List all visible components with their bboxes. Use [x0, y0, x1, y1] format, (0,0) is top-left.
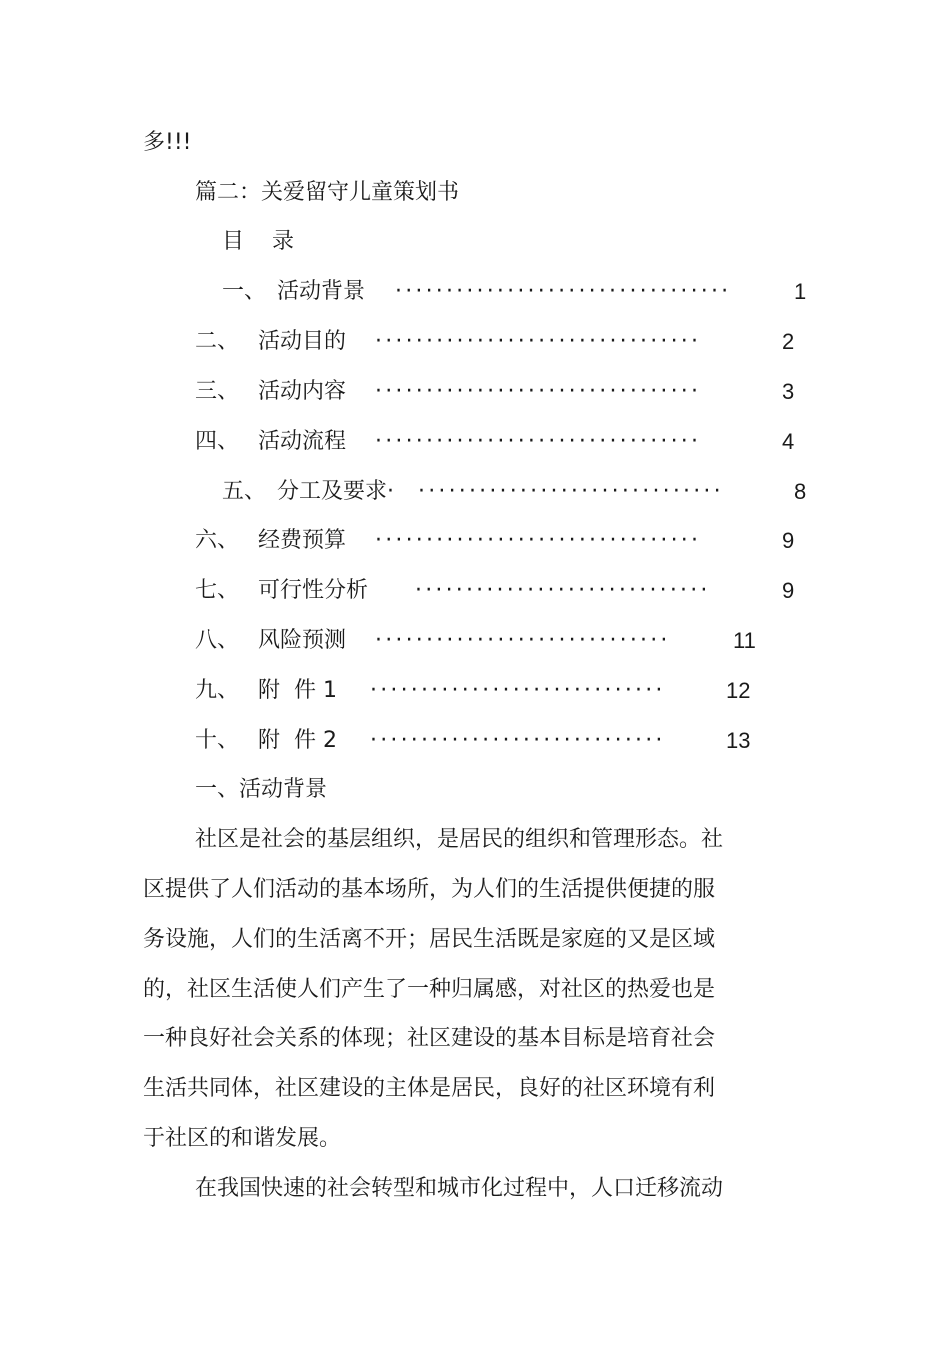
paragraph-line: 务设施，人们的生活离不开；居民生活既是家庭的又是区域: [143, 927, 716, 952]
toc-leader-dots: ·····························: [375, 628, 671, 653]
toc-number: 八、: [195, 628, 240, 653]
toc-entry[interactable]: [0, 377, 950, 407]
toc-title-text: 附 件 1: [258, 678, 337, 703]
toc-title-text: 活动目的: [258, 329, 347, 354]
toc-title-text: 活动流程: [258, 429, 347, 454]
toc-page-number: 1: [794, 279, 807, 304]
section-heading: 一、活动背景: [195, 777, 328, 802]
toc-number: 三、: [195, 379, 240, 404]
paragraph-line: 社区是社会的基层组织，是居民的组织和管理形态。社: [195, 827, 724, 852]
toc-entry[interactable]: [0, 427, 950, 457]
toc-number: 六、: [195, 528, 240, 553]
toc-page-number: 12: [726, 678, 751, 703]
toc-leader-dots: ·····························: [370, 728, 666, 753]
toc-number: 五、: [222, 479, 267, 504]
toc-title-text: 风险预测: [258, 628, 347, 653]
toc-entry[interactable]: [0, 526, 950, 556]
toc-page-number: 4: [782, 429, 795, 454]
toc-title-text: 可行性分析: [258, 578, 369, 603]
toc-number: 一、: [222, 279, 267, 304]
toc-leader-dots: ·····························: [370, 678, 666, 703]
toc-entry[interactable]: [0, 327, 950, 357]
toc-leader-dots: ·································: [395, 279, 732, 304]
toc-title-text: 经费预算: [258, 528, 347, 553]
toc-leader-dots: ································: [375, 379, 702, 404]
paragraph-line: 于社区的和谐发展。: [143, 1126, 342, 1151]
toc-page-number: 9: [782, 578, 795, 603]
toc-leader-dots: ·····························: [415, 578, 711, 603]
toc-entry[interactable]: [0, 726, 950, 756]
toc-number: 十、: [195, 728, 240, 753]
toc-leader-dots: ································: [375, 528, 702, 553]
toc-entry[interactable]: [0, 626, 950, 656]
intro-text: 多!!!: [143, 130, 192, 155]
toc-entry[interactable]: [0, 576, 950, 606]
paragraph-line: 在我国快速的社会转型和城市化过程中，人口迁移流动: [195, 1176, 724, 1201]
toc-title: 目 录: [222, 229, 294, 254]
toc-number: 七、: [195, 578, 240, 603]
toc-title-text: 分工及要求·: [277, 479, 394, 504]
toc-title-text: 活动内容: [258, 379, 347, 404]
toc-title-text: 附 件 2: [258, 728, 337, 753]
toc-page-number: 11: [733, 628, 756, 653]
toc-leader-dots: ································: [375, 329, 702, 354]
toc-page-number: 9: [782, 528, 795, 553]
toc-number: 四、: [195, 429, 240, 454]
toc-entry[interactable]: [0, 477, 950, 507]
toc-leader-dots: ································: [375, 429, 702, 454]
toc-entry[interactable]: [0, 277, 950, 307]
toc-number: 九、: [195, 678, 240, 703]
toc-page-number: 13: [726, 728, 751, 753]
paragraph-line: 生活共同体，社区建设的主体是居民，良好的社区环境有利: [143, 1076, 716, 1101]
toc-entry[interactable]: [0, 676, 950, 706]
paragraph-line: 的，社区生活使人们产生了一种归属感，对社区的热爱也是: [143, 977, 716, 1002]
toc-leader-dots: ······························: [418, 479, 724, 504]
document-heading: 篇二：关爱留守儿童策划书: [195, 180, 460, 205]
toc-page-number: 8: [794, 479, 807, 504]
paragraph-line: 区提供了人们活动的基本场所，为人们的生活提供便捷的服: [143, 877, 716, 902]
toc-number: 二、: [195, 329, 240, 354]
toc-page-number: 2: [782, 329, 795, 354]
toc-title-text: 活动背景: [277, 279, 366, 304]
toc-page-number: 3: [782, 379, 795, 404]
paragraph-line: 一种良好社会关系的体现；社区建设的基本目标是培育社会: [143, 1026, 716, 1051]
